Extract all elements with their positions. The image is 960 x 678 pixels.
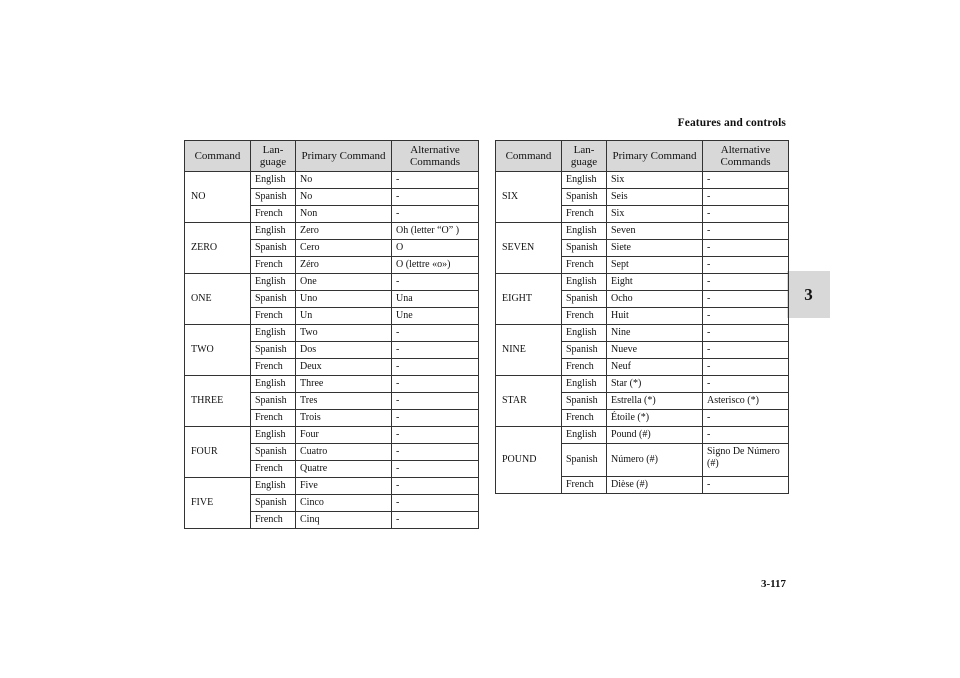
primary-command-cell: Deux <box>296 359 392 376</box>
column-header-command: Command <box>496 141 562 172</box>
command-cell: ZERO <box>185 223 251 274</box>
page-number: 3-117 <box>760 578 786 590</box>
primary-command-cell: Zero <box>296 223 392 240</box>
alternative-command-cell: - <box>703 172 789 189</box>
primary-command-cell: Five <box>296 478 392 495</box>
alternative-command-cell: - <box>703 291 789 308</box>
alternative-command-cell: - <box>392 376 479 393</box>
alternative-command-cell: - <box>703 410 789 427</box>
alternative-command-cell: - <box>392 189 479 206</box>
alternative-command-cell: - <box>392 274 479 291</box>
language-cell: Spanish <box>251 342 296 359</box>
language-cell: Spanish <box>562 291 607 308</box>
language-cell: Spanish <box>251 291 296 308</box>
language-cell: French <box>251 512 296 529</box>
alternative-command-cell: - <box>703 325 789 342</box>
language-cell: English <box>562 376 607 393</box>
alternative-command-cell: - <box>703 189 789 206</box>
alternative-command-cell: Oh (letter “O” ) <box>392 223 479 240</box>
table-row <box>185 172 479 189</box>
alternative-command-cell: Une <box>392 308 479 325</box>
primary-command-cell: Neuf <box>607 359 703 376</box>
table-row <box>496 172 789 189</box>
primary-command-cell: Three <box>296 376 392 393</box>
primary-command-cell: Trois <box>296 410 392 427</box>
alternative-command-cell: - <box>392 495 479 512</box>
table-row <box>185 478 479 495</box>
command-cell: FIVE <box>185 478 251 529</box>
command-cell: EIGHT <box>496 274 562 325</box>
primary-command-cell: Seven <box>607 223 703 240</box>
alternative-command-cell: - <box>392 206 479 223</box>
primary-command-cell: One <box>296 274 392 291</box>
chapter-tab: 3 <box>787 271 830 318</box>
language-cell: English <box>562 427 607 444</box>
language-cell: French <box>562 477 607 494</box>
alternative-command-cell: Asterisco (*) <box>703 393 789 410</box>
primary-command-cell: Six <box>607 206 703 223</box>
table-row <box>496 274 789 291</box>
column-header-primary: Primary Command <box>296 141 392 172</box>
voice-commands-table-right <box>495 140 789 494</box>
language-cell: English <box>251 325 296 342</box>
language-cell: French <box>562 257 607 274</box>
language-cell: Spanish <box>562 240 607 257</box>
alternative-command-cell: - <box>392 478 479 495</box>
primary-command-cell: Non <box>296 206 392 223</box>
language-cell: French <box>251 308 296 325</box>
alternative-command-cell: - <box>703 359 789 376</box>
alternative-command-cell: - <box>392 325 479 342</box>
column-header-language: Lan- guage <box>251 141 296 172</box>
table-row <box>185 223 479 240</box>
alternative-command-cell: Signo De Número (#) <box>703 444 789 477</box>
primary-command-cell: Six <box>607 172 703 189</box>
language-cell: Spanish <box>562 393 607 410</box>
language-cell: Spanish <box>562 189 607 206</box>
primary-command-cell: Seis <box>607 189 703 206</box>
language-cell: English <box>562 325 607 342</box>
language-cell: English <box>251 376 296 393</box>
language-cell: Spanish <box>251 495 296 512</box>
table-body-left <box>185 172 479 529</box>
primary-command-cell: Tres <box>296 393 392 410</box>
language-cell: English <box>251 274 296 291</box>
column-header-language: Lan- guage <box>562 141 607 172</box>
column-header-alternative: Alternative Commands <box>703 141 789 172</box>
primary-command-cell: Cinq <box>296 512 392 529</box>
primary-command-cell: Star (*) <box>607 376 703 393</box>
primary-command-cell: Cero <box>296 240 392 257</box>
language-cell: English <box>251 172 296 189</box>
command-cell: FOUR <box>185 427 251 478</box>
command-cell: NINE <box>496 325 562 376</box>
language-cell: Spanish <box>562 342 607 359</box>
command-cell: SIX <box>496 172 562 223</box>
language-cell: English <box>251 223 296 240</box>
command-cell: ONE <box>185 274 251 325</box>
alternative-command-cell: O <box>392 240 479 257</box>
table-row <box>185 325 479 342</box>
primary-command-cell: Nine <box>607 325 703 342</box>
voice-commands-table-left <box>184 140 479 529</box>
primary-command-cell: Número (#) <box>607 444 703 477</box>
alternative-command-cell: - <box>392 427 479 444</box>
table-row <box>185 376 479 393</box>
column-header-command: Command <box>185 141 251 172</box>
column-header-primary: Primary Command <box>607 141 703 172</box>
primary-command-cell: No <box>296 189 392 206</box>
alternative-command-cell: - <box>392 359 479 376</box>
primary-command-cell: Sept <box>607 257 703 274</box>
alternative-command-cell: - <box>703 477 789 494</box>
alternative-command-cell: - <box>392 342 479 359</box>
language-cell: French <box>251 410 296 427</box>
alternative-command-cell: - <box>703 274 789 291</box>
table-header-row <box>185 141 479 172</box>
primary-command-cell: Four <box>296 427 392 444</box>
alternative-command-cell: - <box>703 206 789 223</box>
alternative-command-cell: - <box>703 427 789 444</box>
command-cell: SEVEN <box>496 223 562 274</box>
primary-command-cell: Siete <box>607 240 703 257</box>
alternative-command-cell: O (lettre «o») <box>392 257 479 274</box>
alternative-command-cell: - <box>392 512 479 529</box>
table-row <box>496 325 789 342</box>
language-cell: French <box>562 206 607 223</box>
alternative-command-cell: - <box>392 393 479 410</box>
language-cell: French <box>562 359 607 376</box>
command-cell: TWO <box>185 325 251 376</box>
primary-command-cell: Dièse (#) <box>607 477 703 494</box>
primary-command-cell: Eight <box>607 274 703 291</box>
alternative-command-cell: - <box>392 410 479 427</box>
primary-command-cell: Étoile (*) <box>607 410 703 427</box>
language-cell: Spanish <box>251 240 296 257</box>
command-cell: THREE <box>185 376 251 427</box>
language-cell: English <box>562 172 607 189</box>
language-cell: Spanish <box>251 444 296 461</box>
table-row <box>496 376 789 393</box>
alternative-command-cell: - <box>703 376 789 393</box>
language-cell: French <box>251 257 296 274</box>
alternative-command-cell: Una <box>392 291 479 308</box>
primary-command-cell: Cinco <box>296 495 392 512</box>
primary-command-cell: Uno <box>296 291 392 308</box>
alternative-command-cell: - <box>703 308 789 325</box>
language-cell: English <box>562 274 607 291</box>
table-header-row <box>496 141 789 172</box>
language-cell: French <box>251 359 296 376</box>
command-cell: POUND <box>496 427 562 494</box>
table-row <box>185 274 479 291</box>
alternative-command-cell: - <box>703 223 789 240</box>
language-cell: French <box>251 206 296 223</box>
language-cell: French <box>562 308 607 325</box>
language-cell: French <box>251 461 296 478</box>
language-cell: English <box>251 478 296 495</box>
language-cell: English <box>251 427 296 444</box>
table-row <box>496 223 789 240</box>
primary-command-cell: No <box>296 172 392 189</box>
column-header-alternative: Alternative Commands <box>392 141 479 172</box>
primary-command-cell: Un <box>296 308 392 325</box>
alternative-command-cell: - <box>392 461 479 478</box>
alternative-command-cell: - <box>392 444 479 461</box>
primary-command-cell: Pound (#) <box>607 427 703 444</box>
language-cell: Spanish <box>251 189 296 206</box>
language-cell: Spanish <box>562 444 607 477</box>
table-body-right <box>496 172 789 494</box>
page-header-title: Features and controls <box>677 117 786 129</box>
alternative-command-cell: - <box>703 342 789 359</box>
table-row <box>185 427 479 444</box>
language-cell: French <box>562 410 607 427</box>
language-cell: Spanish <box>251 393 296 410</box>
primary-command-cell: Quatre <box>296 461 392 478</box>
primary-command-cell: Zéro <box>296 257 392 274</box>
alternative-command-cell: - <box>392 172 479 189</box>
primary-command-cell: Ocho <box>607 291 703 308</box>
primary-command-cell: Huit <box>607 308 703 325</box>
command-cell: NO <box>185 172 251 223</box>
alternative-command-cell: - <box>703 240 789 257</box>
primary-command-cell: Dos <box>296 342 392 359</box>
primary-command-cell: Two <box>296 325 392 342</box>
primary-command-cell: Cuatro <box>296 444 392 461</box>
language-cell: English <box>562 223 607 240</box>
alternative-command-cell: - <box>703 257 789 274</box>
table-row <box>496 427 789 444</box>
primary-command-cell: Nueve <box>607 342 703 359</box>
command-cell: STAR <box>496 376 562 427</box>
primary-command-cell: Estrella (*) <box>607 393 703 410</box>
